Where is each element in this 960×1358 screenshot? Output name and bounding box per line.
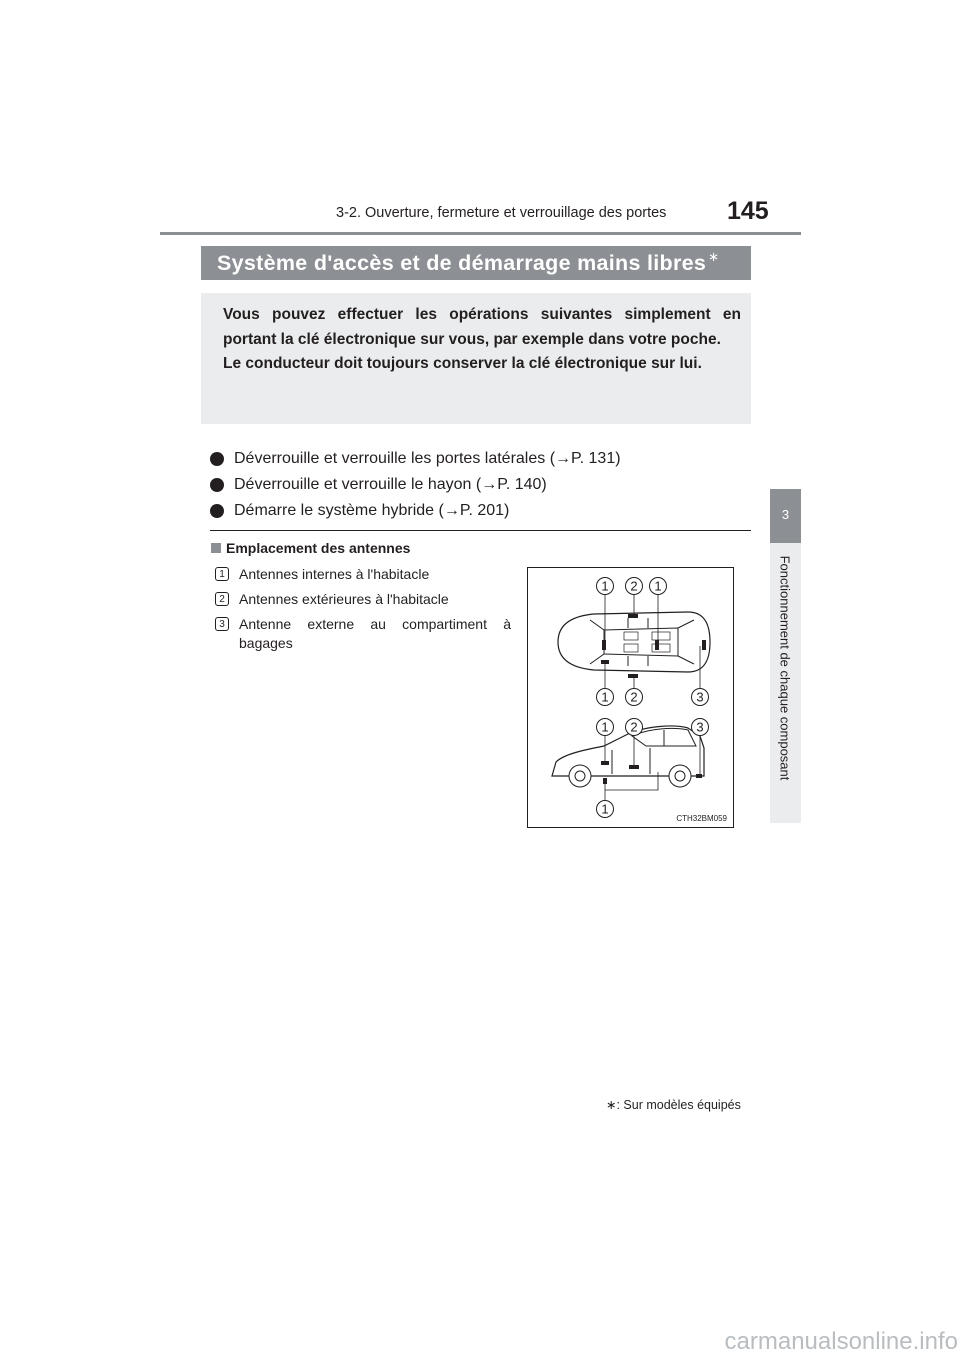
antenna-legend (215, 565, 511, 659)
callout-3-icon (692, 719, 709, 736)
list-item-text: Démarre le système hybride (→P. 201) (234, 502, 510, 519)
bullet-icon (210, 478, 224, 492)
bullet-icon (210, 452, 224, 466)
callout-2-icon (626, 689, 643, 706)
callout-label: 2 (630, 578, 638, 594)
callout-1-icon (650, 578, 667, 595)
legend-text: Antenne externe au compartiment à bagages (239, 616, 511, 651)
figure-code: CTH32BM059 (676, 814, 727, 823)
callout-label: 3 (696, 719, 704, 735)
feature-list (210, 446, 621, 524)
antenna-location-figure (527, 567, 734, 828)
car-top-view-icon (558, 612, 710, 672)
callout-label: 2 (630, 689, 638, 705)
car-diagram (528, 568, 733, 827)
callout-label: 1 (601, 578, 609, 594)
callout-1-icon (597, 578, 614, 595)
chapter-label: Fonctionnement de chaque composant (777, 555, 793, 781)
callout-label: 3 (696, 689, 704, 705)
legend-number: 3 (215, 617, 229, 631)
asterisk-mark: ∗ (708, 249, 720, 264)
callout-label: 1 (601, 719, 609, 735)
list-item (210, 472, 621, 498)
legend-text: Antennes extérieures à l'habitacle (239, 591, 449, 607)
bullet-icon (210, 504, 224, 518)
callout-label: 1 (654, 578, 662, 594)
callout-label: 1 (601, 689, 609, 705)
intro-box (201, 293, 751, 424)
callout-label: 1 (601, 801, 609, 817)
chapter-number: 3 (781, 507, 790, 522)
header-section-title: 3-2. Ouverture, fermeture et verrouillage des portes (336, 205, 667, 221)
callout-3-icon (692, 689, 709, 706)
square-icon (211, 543, 221, 553)
footnote: ∗: Sur modèles équipés (606, 1098, 741, 1112)
legend-number: 2 (215, 592, 229, 606)
page-title (217, 251, 719, 276)
section-title-bar (201, 246, 751, 280)
section-heading (211, 540, 410, 556)
callout-2-icon (626, 719, 643, 736)
section-heading-text: Emplacement des antennes (226, 540, 411, 556)
callout-label: 2 (630, 719, 638, 735)
legend-item (215, 565, 511, 584)
chapter-tab (770, 489, 801, 543)
section-divider (210, 530, 751, 531)
intro-text: Vous pouvez effectuer les opérations suivantes simplement en portant la clé électronique sur vous, par exemple dans votre poche. Le conducteur doit toujours conserver la clé électronique sur lui. (223, 306, 741, 372)
list-item-text: Déverrouille et verrouille les portes latérales (→P. 131) (234, 450, 621, 467)
watermark: carmanualsonline.info (724, 1328, 958, 1355)
legend-text: Antennes internes à l'habitacle (239, 566, 430, 582)
list-item-text: Déverrouille et verrouille le hayon (→P. 140) (234, 476, 547, 493)
header-divider (160, 232, 801, 235)
page-number: 145 (727, 197, 769, 225)
legend-number: 1 (215, 567, 229, 581)
list-item (210, 446, 621, 472)
callout-1-icon (597, 719, 614, 736)
legend-item (215, 615, 511, 653)
callout-2-icon (626, 578, 643, 595)
car-side-view-icon (552, 726, 704, 787)
page-title-text: Système d'accès et de démarrage mains libres (217, 251, 707, 275)
callout-1-icon (597, 801, 614, 818)
legend-item (215, 590, 511, 609)
list-item (210, 498, 621, 524)
callout-1-icon (597, 689, 614, 706)
